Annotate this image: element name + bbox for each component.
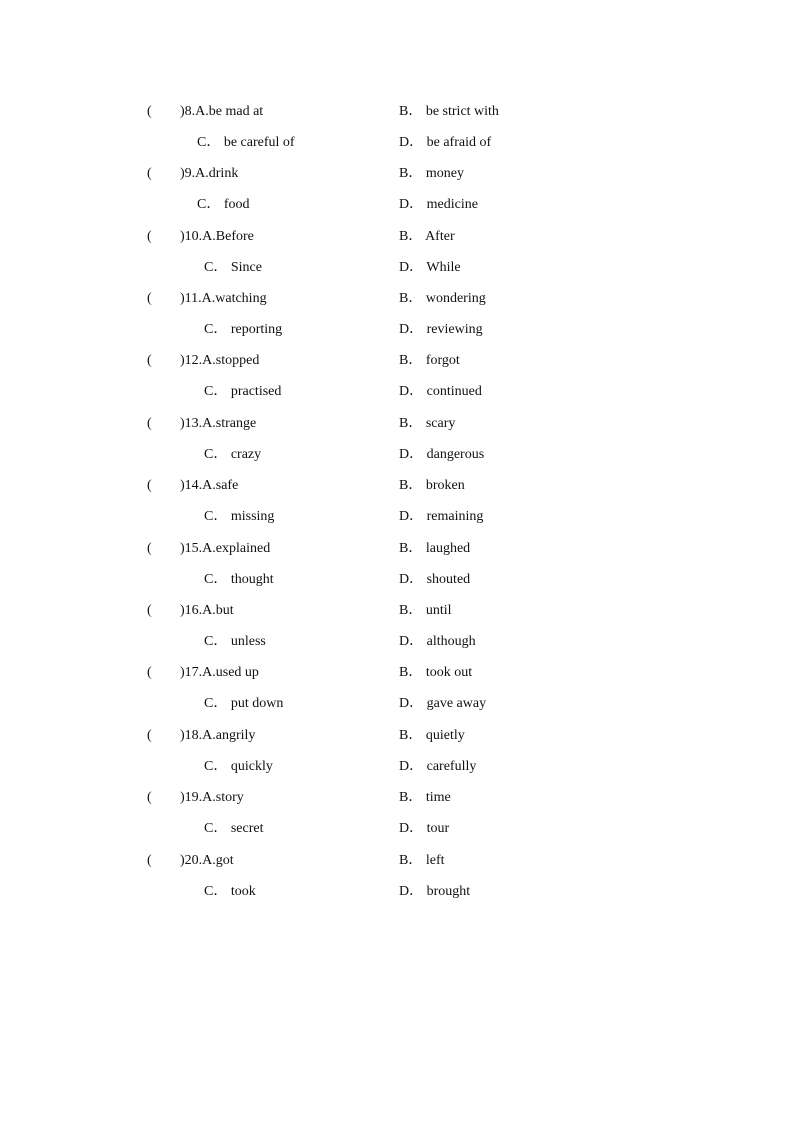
question-stem-option-a: )17.A.used up <box>180 665 259 680</box>
question-12 <box>0 351 794 413</box>
question-row-a-b <box>0 289 794 309</box>
option-d: D． gave away <box>399 696 487 711</box>
option-d: D． tour <box>399 821 450 836</box>
option-c: C． thought <box>204 572 274 587</box>
option-b: B． took out <box>399 665 473 680</box>
answer-blank: ( <box>147 478 152 493</box>
answer-blank: ( <box>147 104 152 119</box>
question-stem-option-a: )11.A.watching <box>180 291 267 306</box>
question-row-a-b <box>0 601 794 621</box>
answer-blank: ( <box>147 291 152 306</box>
question-10 <box>0 227 794 289</box>
question-20 <box>0 851 794 913</box>
option-b: B． broken <box>399 478 465 493</box>
option-b: B． After <box>399 229 455 244</box>
question-row-a-b <box>0 164 794 184</box>
option-b: B． forgot <box>399 353 460 368</box>
question-row-a-b <box>0 227 794 247</box>
question-16 <box>0 601 794 663</box>
option-c: C． Since <box>204 260 262 275</box>
question-row-a-b <box>0 414 794 434</box>
question-row-a-b <box>0 539 794 559</box>
option-b: B． left <box>399 853 445 868</box>
question-stem-option-a: )10.A.Before <box>180 229 254 244</box>
question-stem-option-a: )9.A.drink <box>180 166 239 181</box>
option-d: D． although <box>399 634 476 649</box>
option-b: B． wondering <box>399 291 486 306</box>
question-row-a-b <box>0 102 794 122</box>
question-stem-option-a: )12.A.stopped <box>180 353 260 368</box>
option-d: D． continued <box>399 384 482 399</box>
question-stem-option-a: )20.A.got <box>180 853 234 868</box>
option-d: D． medicine <box>399 197 478 212</box>
question-row-c-d <box>0 133 794 153</box>
question-row-a-b <box>0 476 794 496</box>
question-13 <box>0 414 794 476</box>
option-b: B． money <box>399 166 464 181</box>
option-d: D． dangerous <box>399 447 485 462</box>
option-d: D． brought <box>399 884 471 899</box>
option-b: B． until <box>399 603 452 618</box>
option-d: D． be afraid of <box>399 135 492 150</box>
question-row-c-d <box>0 445 794 465</box>
answer-blank: ( <box>147 790 152 805</box>
option-c: C． food <box>197 197 250 212</box>
question-18 <box>0 726 794 788</box>
question-row-a-b <box>0 726 794 746</box>
question-11 <box>0 289 794 351</box>
question-row-c-d <box>0 882 794 902</box>
question-row-c-d <box>0 694 794 714</box>
question-row-c-d <box>0 382 794 402</box>
option-b: B． quietly <box>399 728 465 743</box>
question-stem-option-a: )14.A.safe <box>180 478 239 493</box>
option-c: C． reporting <box>204 322 283 337</box>
answer-blank: ( <box>147 353 152 368</box>
question-stem-option-a: )13.A.strange <box>180 416 257 431</box>
question-14 <box>0 476 794 538</box>
option-c: C． crazy <box>204 447 262 462</box>
option-c: C． took <box>204 884 256 899</box>
option-c: C． secret <box>204 821 264 836</box>
question-17 <box>0 663 794 725</box>
option-c: C． be careful of <box>197 135 295 150</box>
question-row-c-d <box>0 757 794 777</box>
answer-blank: ( <box>147 416 152 431</box>
option-b: B． be strict with <box>399 104 499 119</box>
option-b: B． time <box>399 790 451 805</box>
question-15 <box>0 539 794 601</box>
question-row-c-d <box>0 570 794 590</box>
option-d: D． shouted <box>399 572 471 587</box>
question-row-c-d <box>0 507 794 527</box>
question-row-c-d <box>0 320 794 340</box>
option-c: C． unless <box>204 634 266 649</box>
option-c: C． quickly <box>204 759 273 774</box>
question-stem-option-a: )8.A.be mad at <box>180 104 264 119</box>
question-row-c-d <box>0 819 794 839</box>
answer-blank: ( <box>147 728 152 743</box>
question-row-a-b <box>0 351 794 371</box>
question-row-c-d <box>0 195 794 215</box>
answer-blank: ( <box>147 603 152 618</box>
question-row-a-b <box>0 851 794 871</box>
question-stem-option-a: )18.A.angrily <box>180 728 256 743</box>
question-stem-option-a: )15.A.explained <box>180 541 271 556</box>
question-row-a-b <box>0 663 794 683</box>
option-c: C． put down <box>204 696 284 711</box>
question-stem-option-a: )16.A.but <box>180 603 234 618</box>
option-d: D． While <box>399 260 461 275</box>
question-8 <box>0 102 794 164</box>
question-row-c-d <box>0 258 794 278</box>
question-9 <box>0 164 794 226</box>
option-d: D． reviewing <box>399 322 483 337</box>
answer-blank: ( <box>147 229 152 244</box>
question-row-a-b <box>0 788 794 808</box>
answer-blank: ( <box>147 853 152 868</box>
answer-blank: ( <box>147 665 152 680</box>
question-row-c-d <box>0 632 794 652</box>
answer-blank: ( <box>147 541 152 556</box>
option-d: D． remaining <box>399 509 484 524</box>
option-b: B． scary <box>399 416 456 431</box>
option-c: C． missing <box>204 509 275 524</box>
question-19 <box>0 788 794 850</box>
option-c: C． practised <box>204 384 282 399</box>
answer-blank: ( <box>147 166 152 181</box>
option-d: D． carefully <box>399 759 477 774</box>
question-stem-option-a: )19.A.story <box>180 790 244 805</box>
option-b: B． laughed <box>399 541 471 556</box>
